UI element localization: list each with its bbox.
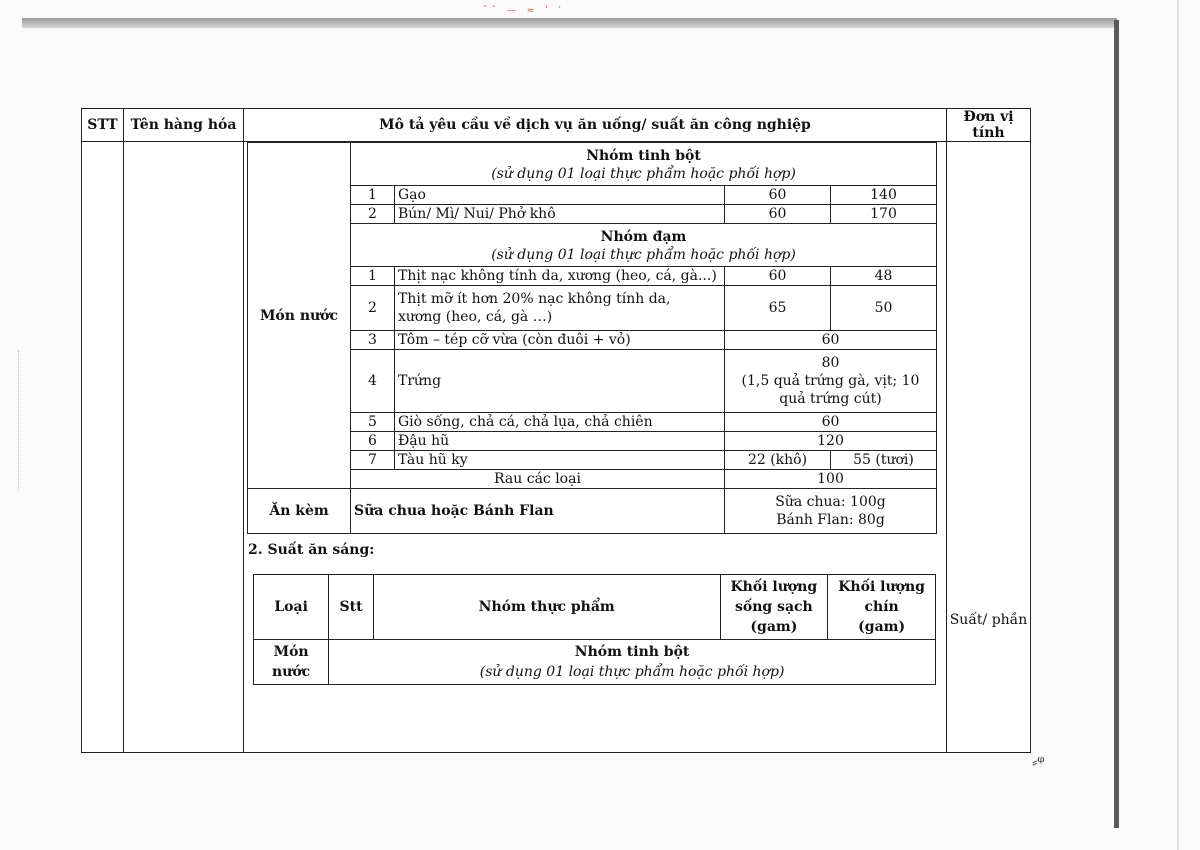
header-stt: STT — [82, 109, 124, 142]
raw-weight: 60 — [725, 186, 831, 205]
col-raw-line1: Khối lượng — [730, 579, 818, 595]
starch-group-row — [248, 143, 937, 186]
vegetables-value: 100 — [725, 470, 937, 489]
unit-cell — [947, 142, 1031, 753]
food-name: Đậu hũ — [395, 432, 725, 451]
food-name: Tàu hũ ky — [395, 451, 725, 470]
row-number: 3 — [351, 331, 395, 350]
side-dish-value-line2: Bánh Flan: 80g — [776, 512, 885, 528]
starch-group-header — [351, 143, 937, 186]
col-food-group: Nhóm thực phẩm — [373, 575, 720, 640]
header-row — [82, 109, 1031, 142]
starch-group-title: Nhóm tinh bột — [586, 148, 701, 164]
signature-mark: ⸗ᵠ — [1032, 752, 1045, 771]
col-raw-weight — [720, 575, 828, 640]
scan-right-edge — [1114, 20, 1119, 828]
raw-weight: 60 — [725, 205, 831, 224]
table-row — [248, 451, 937, 470]
breakfast-section-title: 2. Suất ăn sáng: — [248, 542, 375, 558]
unit-spacer — [947, 142, 1030, 600]
protein-group-row — [248, 224, 937, 267]
row-number: 2 — [351, 286, 395, 331]
table-row — [248, 331, 937, 350]
cooked-weight: 50 — [831, 286, 937, 331]
cooked-weight: 140 — [831, 186, 937, 205]
item-name-cell — [124, 142, 244, 753]
weight-value — [725, 350, 937, 413]
breakfast-group-title: Nhóm tinh bột — [574, 644, 690, 660]
breakfast-starch-group — [329, 640, 936, 685]
cooked-weight: 48 — [831, 267, 937, 286]
specification-table — [81, 108, 1031, 753]
food-name-line2: xương (heo, cá, gà …) — [398, 309, 553, 325]
food-name-line1: Thịt mỡ ít hơn 20% nạc không tính da, — [398, 291, 671, 307]
raw-weight: 65 — [725, 286, 831, 331]
weight-value-line2: (1,5 quả trứng gà, vịt; 10 — [741, 373, 920, 389]
table-row — [248, 205, 937, 224]
col-type: Loại — [254, 575, 329, 640]
row-number: 7 — [351, 451, 395, 470]
row-number: 1 — [351, 267, 395, 286]
table-row — [248, 432, 937, 451]
col-cooked-weight — [828, 575, 936, 640]
side-dish-name: Sữa chua hoặc Bánh Flan — [351, 489, 725, 534]
breakfast-type — [254, 640, 329, 685]
breakfast-header-row — [254, 575, 936, 640]
table-row — [248, 350, 937, 413]
col-cooked-line1: Khối lượng — [838, 579, 925, 595]
food-name: Giò sống, chả cá, chả lụa, chả chiên — [395, 413, 725, 432]
breakfast-type-line1: Món — [273, 644, 309, 660]
raw-weight: 60 — [725, 267, 831, 286]
table-row — [248, 413, 937, 432]
breakfast-first-row — [254, 640, 936, 685]
protein-group-subtitle: (sử dụng 01 loại thực phẩm hoặc phối hợp) — [491, 247, 796, 263]
table-row — [248, 267, 937, 286]
col-stt: Stt — [329, 575, 374, 640]
header-description: Mô tả yêu cầu về dịch vụ ăn uống/ suất ăn công nghiệp — [244, 109, 947, 142]
food-name: Thịt nạc không tính da, xương (heo, cá, gà...) — [395, 267, 725, 286]
scan-top-edge — [22, 18, 1117, 28]
side-dish-value-line1: Sữa chua: 100g — [775, 494, 886, 510]
cooked-weight: 55 (tươi) — [831, 451, 937, 470]
side-dish-label: Ăn kèm — [248, 489, 351, 534]
breakfast-table — [253, 574, 936, 685]
scan-artifact-mark: ˇˇ — ≈ ˈ ˈ — [483, 6, 565, 16]
scan-edge-dots — [18, 350, 23, 490]
dish-type-label: Món nước — [248, 143, 351, 489]
side-dish-table — [247, 488, 937, 534]
protein-group-title: Nhóm đạm — [600, 229, 687, 245]
protein-group-header — [351, 224, 937, 267]
content-row — [82, 142, 1031, 753]
weight-value: 120 — [725, 432, 937, 451]
col-raw-line3: (gam) — [750, 619, 798, 635]
weight-value-line3: quả trứng cút) — [779, 391, 882, 407]
stt-cell — [82, 142, 124, 753]
header-unit: Đơn vị tính — [947, 109, 1031, 142]
food-name: Bún/ Mì/ Nui/ Phở khô — [395, 205, 725, 224]
row-number: 1 — [351, 186, 395, 205]
breakfast-group-subtitle: (sử dụng 01 loại thực phẩm hoặc phối hợp) — [479, 664, 785, 680]
weight-value: 60 — [725, 413, 937, 432]
weight-value: 60 — [725, 331, 937, 350]
row-number: 5 — [351, 413, 395, 432]
row-number: 2 — [351, 205, 395, 224]
food-name: Trứng — [395, 350, 725, 413]
breakfast-unit: Suất/ phần — [949, 612, 1028, 628]
cooked-weight: 170 — [831, 205, 937, 224]
food-name — [395, 286, 725, 331]
col-cooked-line3: (gam) — [858, 619, 906, 635]
starch-group-subtitle: (sử dụng 01 loại thực phẩm hoặc phối hợp) — [491, 166, 796, 182]
lunch-menu-table — [247, 142, 937, 489]
side-dish-value — [725, 489, 937, 534]
row-number: 6 — [351, 432, 395, 451]
scan-page-border — [1177, 0, 1179, 850]
table-row — [248, 286, 937, 331]
vegetables-row — [248, 470, 937, 489]
food-name: Tôm – tép cỡ vừa (còn đuôi + vỏ) — [395, 331, 725, 350]
row-number: 4 — [351, 350, 395, 413]
breakfast-type-line2: nước — [271, 664, 311, 680]
col-cooked-line2: chín — [864, 599, 899, 615]
description-cell — [244, 142, 947, 753]
vegetables-name: Rau các loại — [351, 470, 725, 489]
col-raw-line2: sống sạch — [735, 599, 813, 615]
side-dish-row — [248, 489, 937, 534]
header-item-name: Tên hàng hóa — [124, 109, 244, 142]
table-row — [248, 186, 937, 205]
raw-weight: 22 (khô) — [725, 451, 831, 470]
food-name: Gạo — [395, 186, 725, 205]
weight-value-line1: 80 — [821, 355, 840, 371]
